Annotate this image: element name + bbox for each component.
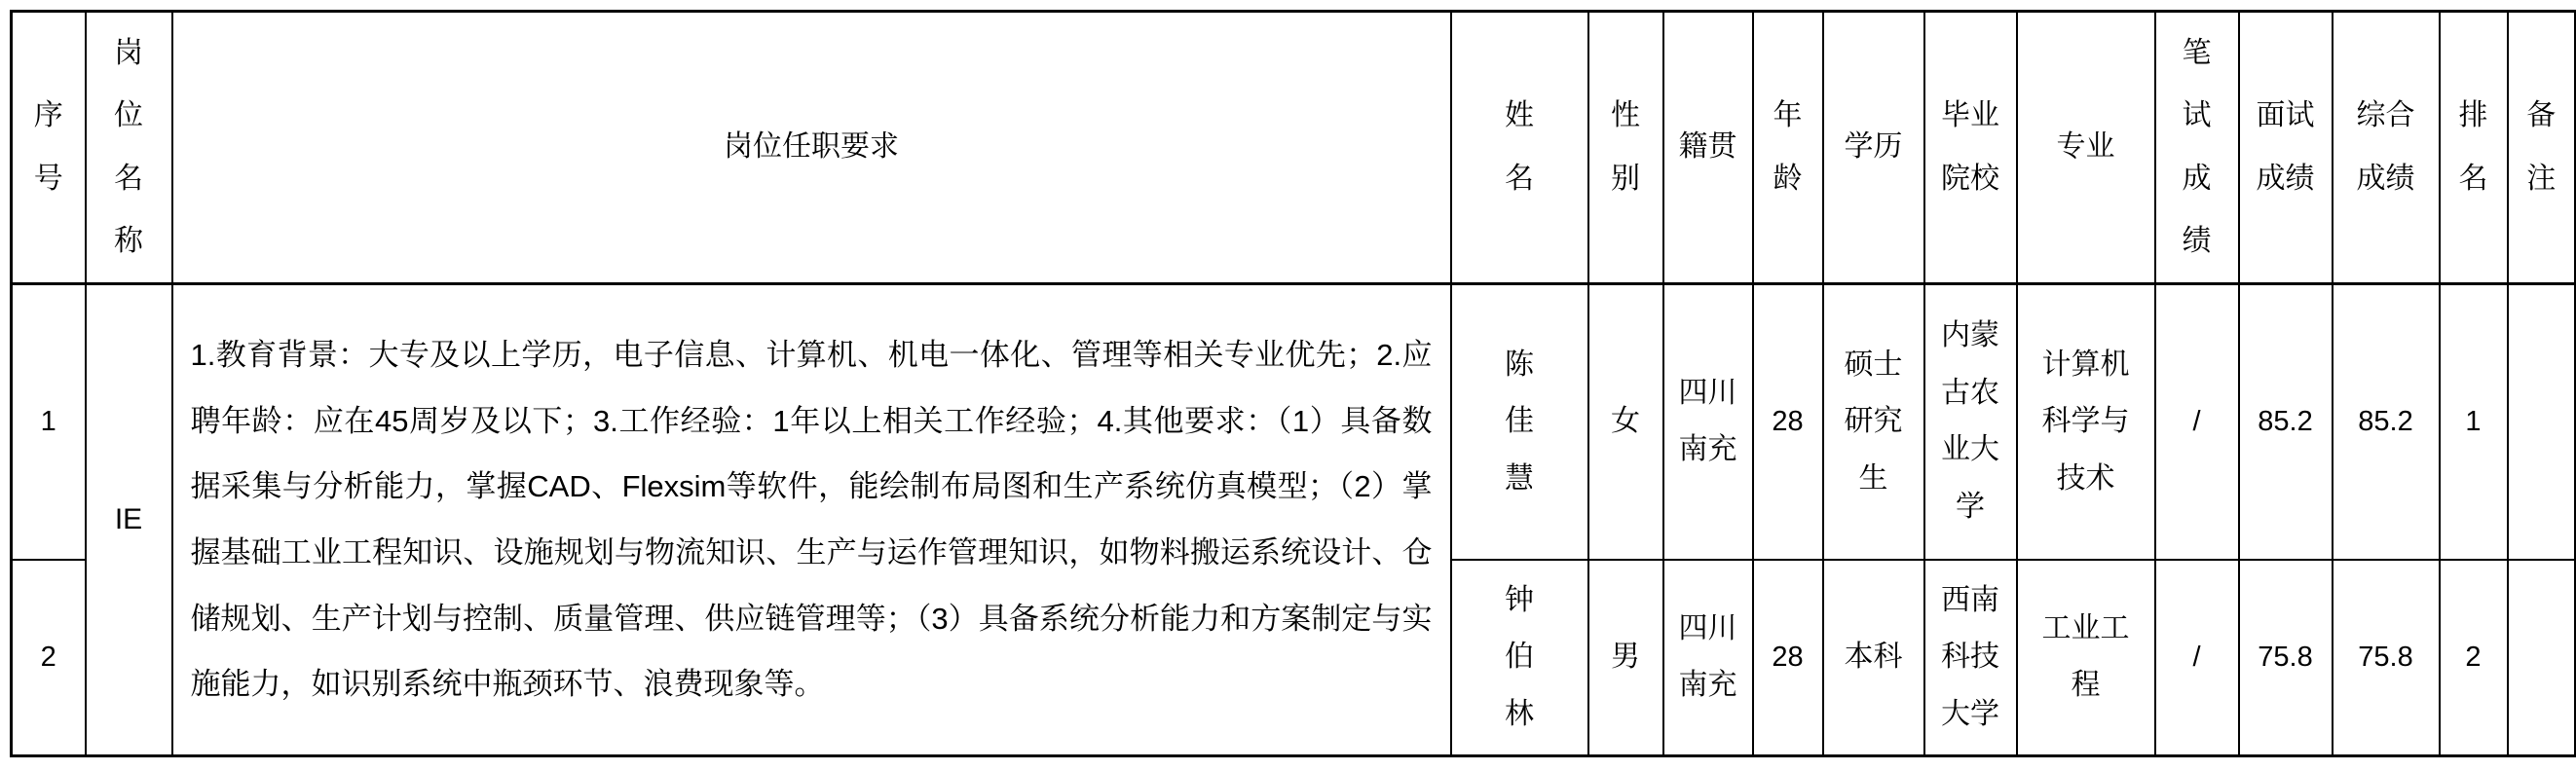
header-cell-age	[1753, 12, 1823, 284]
major-value: 工业工程	[2041, 611, 2130, 702]
hometown-value: 四川南充	[1678, 376, 1737, 466]
name-value: 陈佳慧	[1505, 348, 1534, 495]
cell-age	[1753, 284, 1823, 560]
cell-hometown	[1663, 560, 1753, 756]
cell-interview-score	[2239, 560, 2333, 756]
header-label-rank: 排名	[2458, 99, 2488, 195]
header-cell-rank	[2440, 12, 2508, 284]
cell-name	[1451, 284, 1588, 560]
recruitment-results-table	[10, 10, 2576, 757]
cell-major	[2017, 284, 2155, 560]
header-label-interview-score: 面试成绩	[2256, 99, 2315, 195]
hometown-value: 四川南充	[1678, 611, 1737, 702]
table-row	[12, 284, 2576, 560]
header-cell-hometown	[1663, 12, 1753, 284]
header-label-written-score: 笔试成绩	[2182, 36, 2212, 257]
seq-value: 2	[40, 642, 56, 674]
cell-remark	[2508, 284, 2576, 560]
cell-hometown	[1663, 284, 1753, 560]
name-value: 钟伯林	[1505, 583, 1534, 730]
interview-score-value: 85.2	[2258, 406, 2313, 438]
header-cell-major	[2017, 12, 2155, 284]
rank-value: 1	[2465, 406, 2482, 438]
requirements-text: 1.教育背景：大专及以上学历，电子信息、计算机、机电一体化、管理等相关专业优先；2.应聘年龄：应在45周岁及以下；3.工作经验：1年以上相关工作经验；4.其他要求：（1）具备数据采集与分析能力，掌握CAD、Flexsim等软件，能绘制布局图和生产系统仿真模型；（2）掌握基础工业工程知识、设施规划与物流知识、生产与运作管理知识，如物料搬运系统设计、仓储规划、生产计划与控制、质量管理、供应链管理等；（3）具备系统分析能力和方案制定与实施能力，如识别系统中瓶颈环节、浪费现象等。	[190, 338, 1433, 702]
cell-composite-score	[2333, 560, 2440, 756]
cell-rank	[2440, 284, 2508, 560]
header-label-remark: 备注	[2526, 99, 2557, 195]
cell-name	[1451, 560, 1588, 756]
gender-value: 男	[1611, 641, 1640, 673]
rank-value: 2	[2465, 642, 2482, 674]
cell-rank	[2440, 560, 2508, 756]
header-label-requirements: 岗位任职要求	[724, 130, 899, 164]
cell-written-score	[2155, 560, 2239, 756]
header-label-major: 专业	[2056, 130, 2115, 164]
cell-written-score	[2155, 284, 2239, 560]
header-cell-name	[1451, 12, 1588, 284]
cell-seq	[12, 560, 86, 756]
interview-score-value: 75.8	[2258, 642, 2313, 674]
cell-position-merged	[86, 284, 172, 756]
cell-requirements-merged	[172, 284, 1451, 756]
cell-gender	[1588, 560, 1663, 756]
cell-school	[1924, 284, 2017, 560]
header-label-hometown: 籍贯	[1678, 130, 1737, 164]
cell-age	[1753, 560, 1823, 756]
header-cell-requirements	[172, 12, 1451, 284]
gender-value: 女	[1611, 405, 1640, 437]
header-cell-position	[86, 12, 172, 284]
written-score-value: /	[2192, 642, 2201, 674]
age-value: 28	[1772, 641, 1804, 673]
cell-major	[2017, 560, 2155, 756]
header-label-school: 毕业院校	[1941, 99, 1999, 195]
header-label-education: 学历	[1844, 130, 1903, 164]
seq-value: 1	[40, 406, 56, 438]
header-cell-gender	[1588, 12, 1663, 284]
position-value: IE	[114, 503, 143, 535]
cell-gender	[1588, 284, 1663, 560]
header-label-name: 姓名	[1505, 99, 1534, 195]
school-value: 内蒙古农业大学	[1941, 319, 1999, 523]
cell-seq	[12, 284, 86, 560]
education-value: 本科	[1844, 641, 1903, 673]
cell-interview-score	[2239, 284, 2333, 560]
age-value: 28	[1772, 405, 1804, 437]
header-label-composite-score: 综合成绩	[2356, 99, 2415, 195]
header-row	[12, 12, 2576, 284]
header-label-position: 岗位名称	[114, 36, 143, 257]
education-value: 硕士研究生	[1844, 348, 1903, 495]
cell-remark	[2508, 560, 2576, 756]
header-cell-seq	[12, 12, 86, 284]
header-cell-school	[1924, 12, 2017, 284]
composite-score-value: 85.2	[2358, 406, 2413, 438]
header-cell-remark	[2508, 12, 2576, 284]
header-cell-composite-score	[2333, 12, 2440, 284]
cell-school	[1924, 560, 2017, 756]
header-label-gender: 性别	[1611, 99, 1640, 195]
major-value: 计算机科学与技术	[2041, 348, 2130, 495]
composite-score-value: 75.8	[2358, 642, 2413, 674]
header-label-age: 年龄	[1773, 99, 1803, 195]
cell-education	[1823, 560, 1924, 756]
header-label-seq: 序号	[33, 99, 63, 195]
written-score-value: /	[2192, 406, 2201, 438]
header-cell-education	[1823, 12, 1924, 284]
header-cell-interview-score	[2239, 12, 2333, 284]
cell-composite-score	[2333, 284, 2440, 560]
header-cell-written-score	[2155, 12, 2239, 284]
cell-education	[1823, 284, 1924, 560]
school-value: 西南科技大学	[1941, 583, 1999, 730]
